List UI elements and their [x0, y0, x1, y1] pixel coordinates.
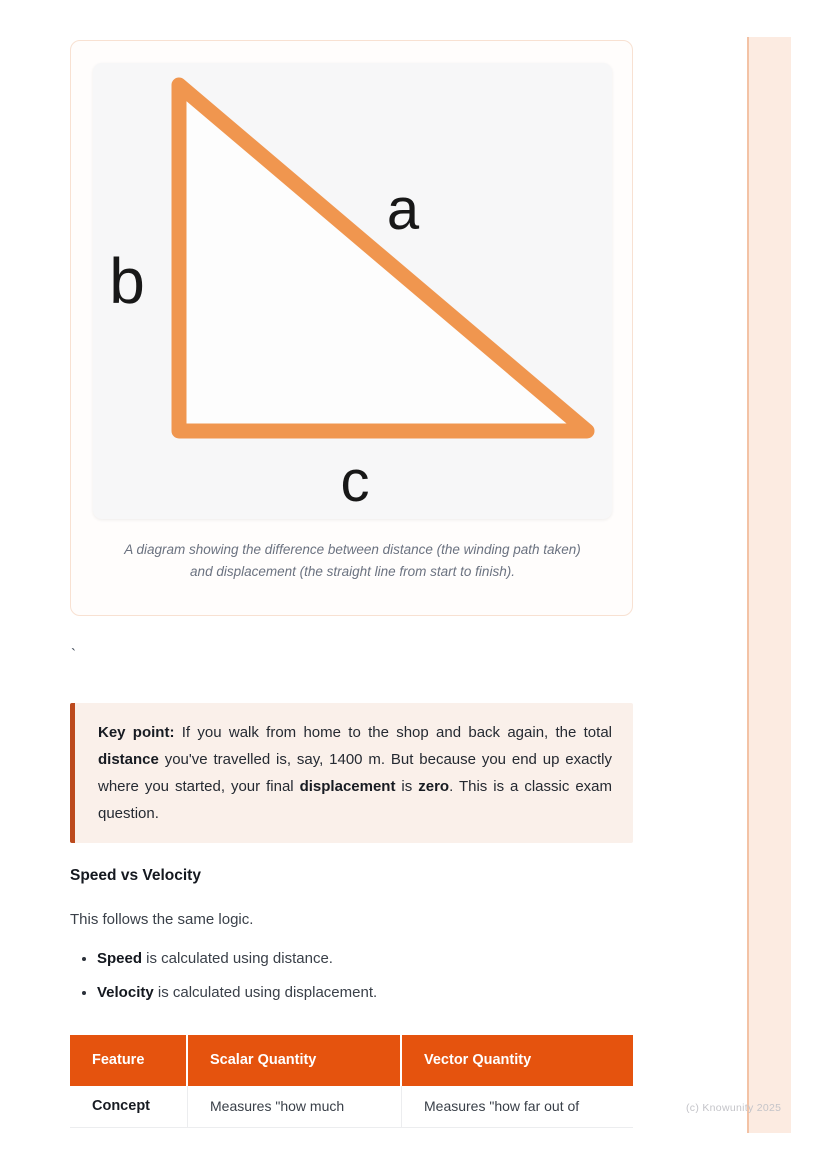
watermark: (c) Knowunity 2025: [686, 1102, 782, 1114]
label-vertical-side: b: [109, 245, 145, 317]
table-header-row: [70, 1035, 633, 1086]
bullet-rest: is calculated using displacement.: [153, 984, 378, 1001]
bullet-item-velocity: [97, 982, 660, 1004]
callout-segment: you've travelled is, say, 1400 m. But because you end up exactly where you started, your final: [98, 751, 612, 795]
section-heading: Speed vs Velocity: [70, 867, 201, 884]
table-row: [70, 1086, 633, 1128]
section-intro: This follows the same logic.: [70, 911, 254, 928]
callout-segment: is: [395, 778, 419, 795]
figure-caption: A diagram showing the difference between distance (the winding path taken) and displacement (the straight line from start to finish).: [124, 542, 581, 580]
page-edge-stripe: [747, 37, 791, 1133]
bullet-item-speed: [97, 948, 660, 970]
bullet-rest: is calculated using distance.: [142, 950, 333, 967]
bullet-list: [70, 948, 660, 1016]
callout-segment: zero: [418, 778, 450, 795]
table-cell-feature: Concept: [70, 1086, 188, 1128]
bullet-lead: Velocity: [97, 984, 154, 1001]
callout-segment: distance: [98, 751, 159, 768]
triangle-diagram-svg: [93, 63, 612, 519]
table-header-feature: Feature: [70, 1035, 188, 1086]
table-header-scalar: Scalar Quantity: [188, 1035, 402, 1086]
table-header-vector: Vector Quantity: [402, 1035, 633, 1086]
triangle-diagram-image: [93, 63, 612, 519]
label-hypotenuse: a: [386, 177, 420, 242]
label-base: c: [340, 449, 370, 514]
callout-segment: If you walk from home to the shop and back again, the total: [174, 724, 612, 741]
bullet-lead: Speed: [97, 950, 143, 967]
comparison-table: [70, 1035, 633, 1128]
key-point-callout: [70, 703, 633, 843]
table-cell-scalar: Measures "how much: [188, 1086, 402, 1128]
callout-segment: displacement: [299, 778, 396, 795]
figure-card: [70, 40, 633, 616]
callout-segment: Key point:: [98, 724, 175, 741]
stray-backtick: `: [71, 646, 76, 663]
table-cell-vector: Measures "how far out of: [402, 1086, 633, 1128]
callout-segment: . This is a classic exam question.: [98, 778, 612, 822]
